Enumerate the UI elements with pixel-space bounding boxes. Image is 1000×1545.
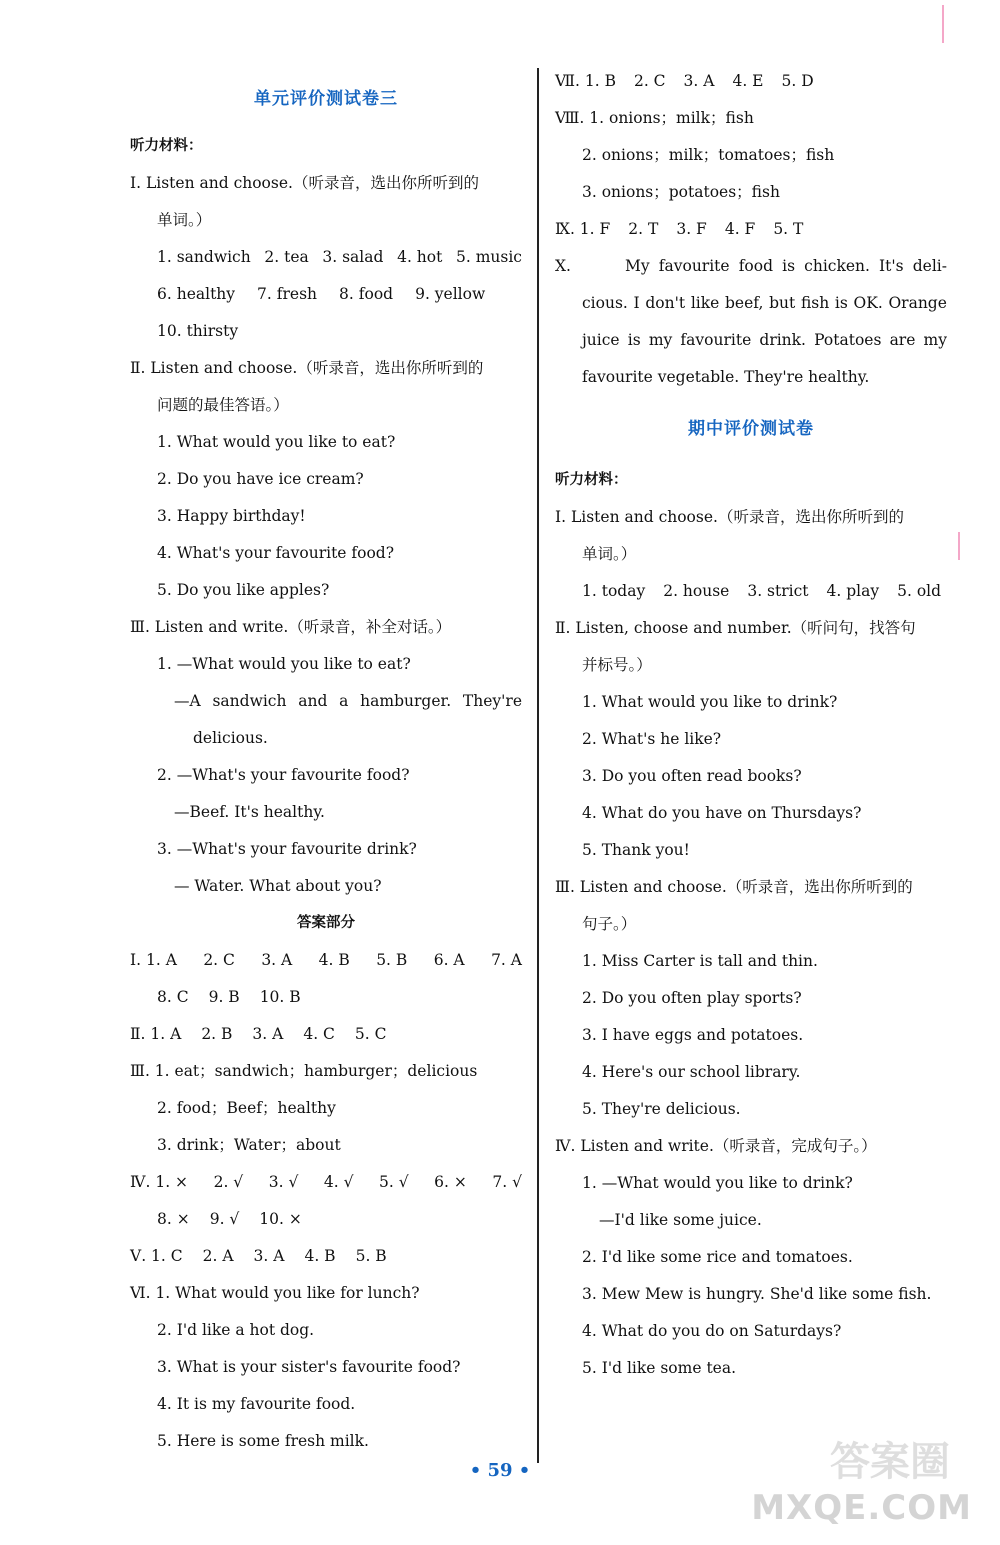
answer-item: 3. F: [676, 220, 707, 238]
word-list-row: [130, 239, 522, 276]
section-1-instruction-cont: 单词。）: [582, 545, 637, 563]
answer-item: 2. √: [213, 1173, 244, 1191]
answer-word: a: [339, 692, 349, 710]
word: It's: [879, 257, 904, 275]
word: Orange: [888, 294, 947, 312]
answer-item: 3. A: [253, 1247, 285, 1265]
list-item: 3. Mew Mew is hungry. She'd like some fish.: [582, 1285, 932, 1303]
word: I: [633, 294, 640, 312]
word: drink.: [759, 331, 806, 349]
word-item: 4. hot: [397, 248, 443, 266]
word-item: 7. fresh: [257, 285, 318, 303]
word: but: [769, 294, 796, 312]
answer-item: 3. drink；Water；about: [157, 1136, 341, 1154]
answer-item: 4. B: [304, 1247, 336, 1265]
list-item: 4. Here's our school library.: [582, 1063, 801, 1081]
left-column: [130, 70, 522, 1460]
list-item: 4. What's your favourite food?: [157, 544, 395, 562]
dialogue-question: 1. —What would you like to eat?: [157, 655, 411, 673]
answer-item: 2. T: [628, 220, 659, 238]
word-item: 1. today: [582, 582, 646, 600]
word: deli-: [912, 257, 947, 275]
answer-row: [130, 1201, 522, 1238]
section-1-instruction-cont: 单词。）: [157, 211, 212, 229]
section-3-instruction: Ⅲ. Listen and write.（听录音，补全对话。）: [130, 618, 452, 636]
answer-item: 5. Here is some fresh milk.: [157, 1432, 369, 1450]
right-column: [555, 63, 947, 1387]
section-2-instruction-cont: 并标号。）: [582, 656, 652, 674]
word-item: 8. food: [339, 285, 394, 303]
answer-item: 4. C: [303, 1025, 335, 1043]
paragraph-line: [555, 248, 947, 285]
dialogue-question: 2. —What's your favourite food?: [157, 766, 410, 784]
answer-item: 7. √: [492, 1173, 522, 1191]
answer-item: 5. T: [773, 220, 804, 238]
answer-item: Ⅴ. 1. C: [130, 1247, 183, 1265]
answer-row: [130, 1164, 522, 1201]
answer-item: 6. ×: [434, 1173, 467, 1191]
answer-item: Ⅵ. 1. What would you like for lunch?: [130, 1284, 420, 1302]
answer-item: 10. ×: [259, 1210, 302, 1228]
answer-item: 10. B: [259, 988, 301, 1006]
listening-label: 听力材料：: [130, 138, 203, 154]
list-item: 2. What's he like?: [582, 730, 722, 748]
word: chicken.: [804, 257, 870, 275]
word: don't: [645, 294, 686, 312]
list-item: 3. I have eggs and potatoes.: [582, 1026, 804, 1044]
list-item: 3. Do you often read books?: [582, 767, 802, 785]
section-2-instruction: Ⅱ. Listen and choose.（听录音，选出你所听到的: [130, 359, 484, 377]
word-item: 1. sandwich: [157, 248, 251, 266]
word: favourite: [658, 257, 730, 275]
word: are: [889, 331, 916, 349]
list-item: 5. I'd like some tea.: [582, 1359, 737, 1377]
answer-item: Ⅰ. 1. A: [130, 951, 177, 969]
answer-item: 4. B: [318, 951, 350, 969]
word: My: [625, 257, 650, 275]
word-list-row: [555, 573, 947, 610]
word: fish: [800, 294, 830, 312]
dialogue-answer-cont: delicious.: [193, 729, 268, 747]
section-2-instruction-cont: 问题的最佳答语。）: [157, 396, 289, 414]
section-1-instruction: Ⅰ. Listen and choose.（听录音，选出你所听到的: [555, 508, 904, 526]
word: is: [834, 294, 848, 312]
answer-item: 4. E: [732, 72, 764, 90]
answer-item: 5. B: [355, 1247, 387, 1265]
answer-item: 5. C: [354, 1025, 387, 1043]
answer-item: 3. What is your sister's favourite food?: [157, 1358, 461, 1376]
margin-mark: [958, 532, 960, 560]
word: Potatoes: [814, 331, 882, 349]
answer-row: [130, 942, 522, 979]
answer-item: 4. F: [724, 220, 756, 238]
watermark-logo: 答案圈: [830, 1439, 950, 1485]
answer-item: 6. A: [433, 951, 465, 969]
word-item: 2. tea: [264, 248, 309, 266]
section-2-instruction: Ⅱ. Listen, choose and number.（听问句，找答句: [555, 619, 916, 637]
section-title: 单元评价测试卷三: [254, 89, 398, 109]
answer-item: 2. B: [201, 1025, 233, 1043]
list-item: —I'd like some juice.: [599, 1211, 762, 1229]
answer-item: 8. C: [157, 988, 189, 1006]
answer-item: 3. A: [683, 72, 715, 90]
word-item: 9. yellow: [415, 285, 486, 303]
answer-word: They're: [462, 692, 522, 710]
answer-item: 9. B: [208, 988, 240, 1006]
answer-item: Ⅲ. 1. eat；sandwich；hamburger；delicious: [130, 1062, 478, 1080]
answer-word: and: [298, 692, 328, 710]
answer-word: —A: [174, 692, 201, 710]
answer-item: 7. A: [491, 951, 522, 969]
list-item: 3. Happy birthday!: [157, 507, 306, 525]
answer-item: Ⅱ. 1. A: [130, 1025, 182, 1043]
section-4-instruction: Ⅳ. Listen and write.（听录音，完成句子。）: [555, 1137, 877, 1155]
answer-item: 2. food；Beef；healthy: [157, 1099, 336, 1117]
answer-word: sandwich: [212, 692, 287, 710]
answer-item: 4. It is my favourite food.: [157, 1395, 356, 1413]
answer-item: 3. A: [261, 951, 293, 969]
answer-row: [555, 63, 947, 100]
answer-item: 2. C: [203, 951, 235, 969]
word: beef,: [725, 294, 764, 312]
word: my: [648, 331, 673, 349]
word: is: [782, 257, 796, 275]
answer-item: 3. √: [268, 1173, 299, 1191]
answer-item: Ⅳ. 1. ×: [130, 1173, 189, 1191]
page-number: • 59 •: [469, 1460, 531, 1481]
answer-item: Ⅶ. 1. B: [555, 72, 616, 90]
word: is: [627, 331, 641, 349]
word: my: [923, 331, 947, 349]
word-item: 5. music: [456, 248, 522, 266]
column-divider: [537, 68, 539, 1463]
word-item: 3. strict: [747, 582, 809, 600]
answer-row: [130, 1238, 522, 1275]
answer-item: Ⅷ. 1. onions；milk；fish: [555, 109, 754, 127]
paragraph-line: [555, 285, 947, 322]
answer-row: [555, 211, 947, 248]
paragraph-words: [625, 248, 947, 285]
word-list-row: [130, 276, 522, 313]
list-item: 1. What would you like to eat?: [157, 433, 396, 451]
word: OK.: [853, 294, 883, 312]
section-3-instruction: Ⅲ. Listen and choose.（听录音，选出你所听到的: [555, 878, 913, 896]
section-title: 期中评价测试卷: [688, 419, 814, 439]
list-item: 2. Do you have ice cream?: [157, 470, 364, 488]
answer-item: 3. A: [252, 1025, 284, 1043]
list-item: 1. Miss Carter is tall and thin.: [582, 952, 818, 970]
answer-item: 8. ×: [157, 1210, 190, 1228]
watermark-site: MXQE.COM: [751, 1488, 972, 1528]
answer-item: 4. √: [323, 1173, 354, 1191]
word-item: 3. salad: [322, 248, 384, 266]
list-item: 5. Thank you!: [582, 841, 690, 859]
list-item: 2. Do you often play sports?: [582, 989, 802, 1007]
answer-item: 2. I'd like a hot dog.: [157, 1321, 315, 1339]
word: cious.: [582, 294, 628, 312]
word: like: [690, 294, 720, 312]
word-item: 4. play: [826, 582, 880, 600]
margin-mark: [942, 5, 944, 43]
answer-word: hamburger.: [360, 692, 452, 710]
answer-item: 2. C: [633, 72, 666, 90]
section-label: Ⅹ.: [555, 257, 571, 275]
answer-item: 9. √: [209, 1210, 240, 1228]
word-item: 5. old: [897, 582, 942, 600]
word: favourite: [680, 331, 752, 349]
answer-item: 2. onions；milk；tomatoes；fish: [582, 146, 835, 164]
word: juice: [582, 331, 620, 349]
list-item: 2. I'd like some rice and tomatoes.: [582, 1248, 853, 1266]
answer-item: 5. B: [376, 951, 408, 969]
word-item: 2. house: [663, 582, 730, 600]
word: food: [738, 257, 774, 275]
paragraph-line: favourite vegetable. They're healthy.: [582, 368, 870, 386]
word-item: 6. healthy: [157, 285, 236, 303]
dialogue-question: 3. —What's your favourite drink?: [157, 840, 417, 858]
answer-item: 5. √: [379, 1173, 409, 1191]
answer-heading: 答案部分: [297, 915, 355, 931]
answer-row: [130, 1016, 522, 1053]
answer-item: Ⅸ. 1. F: [555, 220, 611, 238]
list-item: 1. —What would you like to drink?: [582, 1174, 853, 1192]
list-item: 1. What would you like to drink?: [582, 693, 838, 711]
list-item: 4. What do you have on Thursdays?: [582, 804, 862, 822]
list-item: 4. What do you do on Saturdays?: [582, 1322, 842, 1340]
section-1-instruction: Ⅰ. Listen and choose.（听录音，选出你所听到的: [130, 174, 479, 192]
dialogue-answer: — Water. What about you?: [174, 877, 382, 895]
word-item: 10. thirsty: [157, 322, 239, 340]
answer-item: 2. A: [202, 1247, 234, 1265]
dialogue-answer: [130, 683, 522, 720]
listening-label: 听力材料：: [555, 472, 628, 488]
paragraph-line: [555, 322, 947, 359]
list-item: 5. They're delicious.: [582, 1100, 741, 1118]
dialogue-answer: —Beef. It's healthy.: [174, 803, 325, 821]
answer-item: 5. D: [781, 72, 814, 90]
answer-row: [130, 979, 522, 1016]
list-item: 5. Do you like apples?: [157, 581, 330, 599]
section-3-instruction-cont: 句子。）: [582, 915, 637, 933]
answer-item: 3. onions；potatoes；fish: [582, 183, 780, 201]
